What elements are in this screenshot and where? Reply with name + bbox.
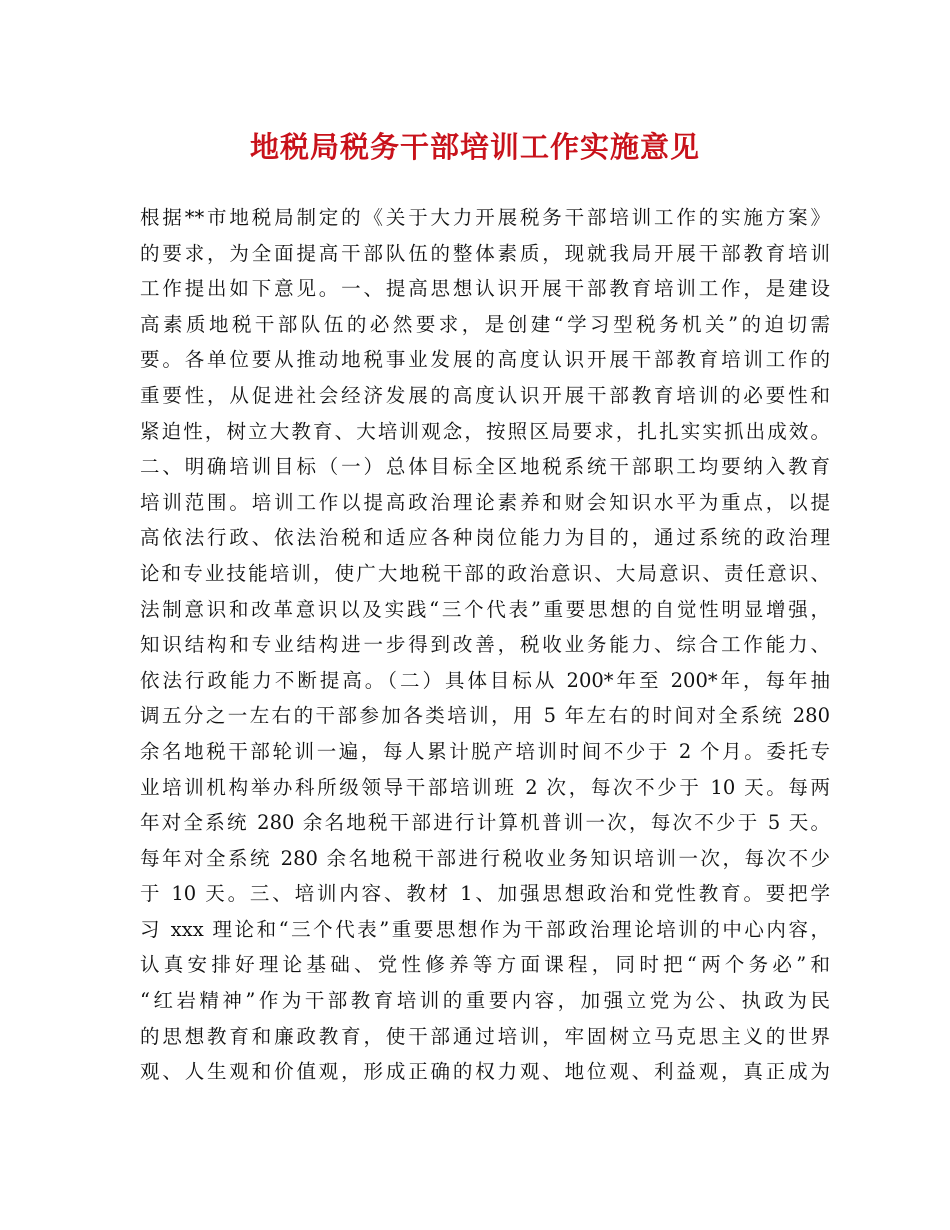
body-line-10: 高依法行政、依法治税和适应各种岗位能力为目的，通过系统的政治理 [140, 526, 830, 550]
body-line-15: 调五分之一左右的干部参加各类培训，用 5 年左右的时间对全系统 280 [140, 704, 830, 728]
document-body [140, 200, 830, 1090]
body-line-13: 知识结构和专业结构进一步得到改善，税收业务能力、综合工作能力、 [140, 633, 830, 657]
body-line-24: 的思想教育和廉政教育，使干部通过培训，牢固树立马克思主义的世界 [140, 1024, 830, 1048]
body-line-14: 依法行政能力不断提高。（二）具体目标从 200*年至 200*年，每年抽 [140, 668, 830, 692]
body-line-2: 的要求，为全面提高干部队伍的整体素质，现就我局开展干部教育培训 [140, 241, 830, 265]
body-line-11: 论和专业技能培训，使广大地税干部的政治意识、大局意识、责任意识、 [140, 561, 830, 585]
body-line-3: 工作提出如下意见。一、提高思想认识开展干部教育培训工作，是建设 [140, 277, 830, 301]
body-line-22: 认真安排好理论基础、党性修养等方面课程，同时把“两个务必”和 [140, 953, 830, 977]
document-title: 地税局税务干部培训工作实施意见 [249, 130, 700, 164]
body-line-12: 法制意识和改革意识以及实践“三个代表”重要思想的自觉性明显增强， [140, 597, 830, 621]
body-line-5: 要。各单位要从推动地税事业发展的高度认识开展干部教育培训工作的 [140, 348, 830, 372]
body-line-21: 习 xxx 理论和“三个代表”重要思想作为干部政治理论培训的中心内容， [140, 917, 830, 941]
body-line-16: 余名地税干部轮训一遍，每人累计脱产培训时间不少于 2 个月。委托专 [140, 739, 830, 763]
body-line-6: 重要性，从促进社会经济发展的高度认识开展干部教育培训的必要性和 [140, 383, 830, 407]
body-line-18: 年对全系统 280 余名地税干部进行计算机普训一次，每次不少于 5 天。 [140, 811, 830, 835]
body-line-19: 每年对全系统 280 余名地税干部进行税收业务知识培训一次，每次不少 [140, 846, 830, 870]
body-line-4: 高素质地税干部队伍的必然要求，是创建“学习型税务机关”的迫切需 [140, 312, 830, 336]
body-line-8: 二、明确培训目标（一）总体目标全区地税系统干部职工均要纳入教育 [140, 455, 830, 479]
body-line-23: “红岩精神”作为干部教育培训的重要内容，加强立党为公、执政为民 [140, 989, 830, 1013]
body-line-9: 培训范围。培训工作以提高政治理论素养和财会知识水平为重点，以提 [140, 490, 830, 514]
body-line-17: 业培训机构举办科所级领导干部培训班 2 次，每次不少于 10 天。每两 [140, 775, 830, 799]
body-line-20: 于 10 天。三、培训内容、教材 1、加强思想政治和党性教育。要把学 [140, 882, 830, 906]
body-line-1: 根据**市地税局制定的《关于大力开展税务干部培训工作的实施方案》 [140, 206, 830, 229]
body-line-25: 观、人生观和价值观，形成正确的权力观、地位观、利益观，真正成为 [140, 1060, 830, 1084]
body-line-7: 紧迫性，树立大教育、大培训观念，按照区局要求，扎扎实实抓出成效。 [140, 419, 830, 443]
